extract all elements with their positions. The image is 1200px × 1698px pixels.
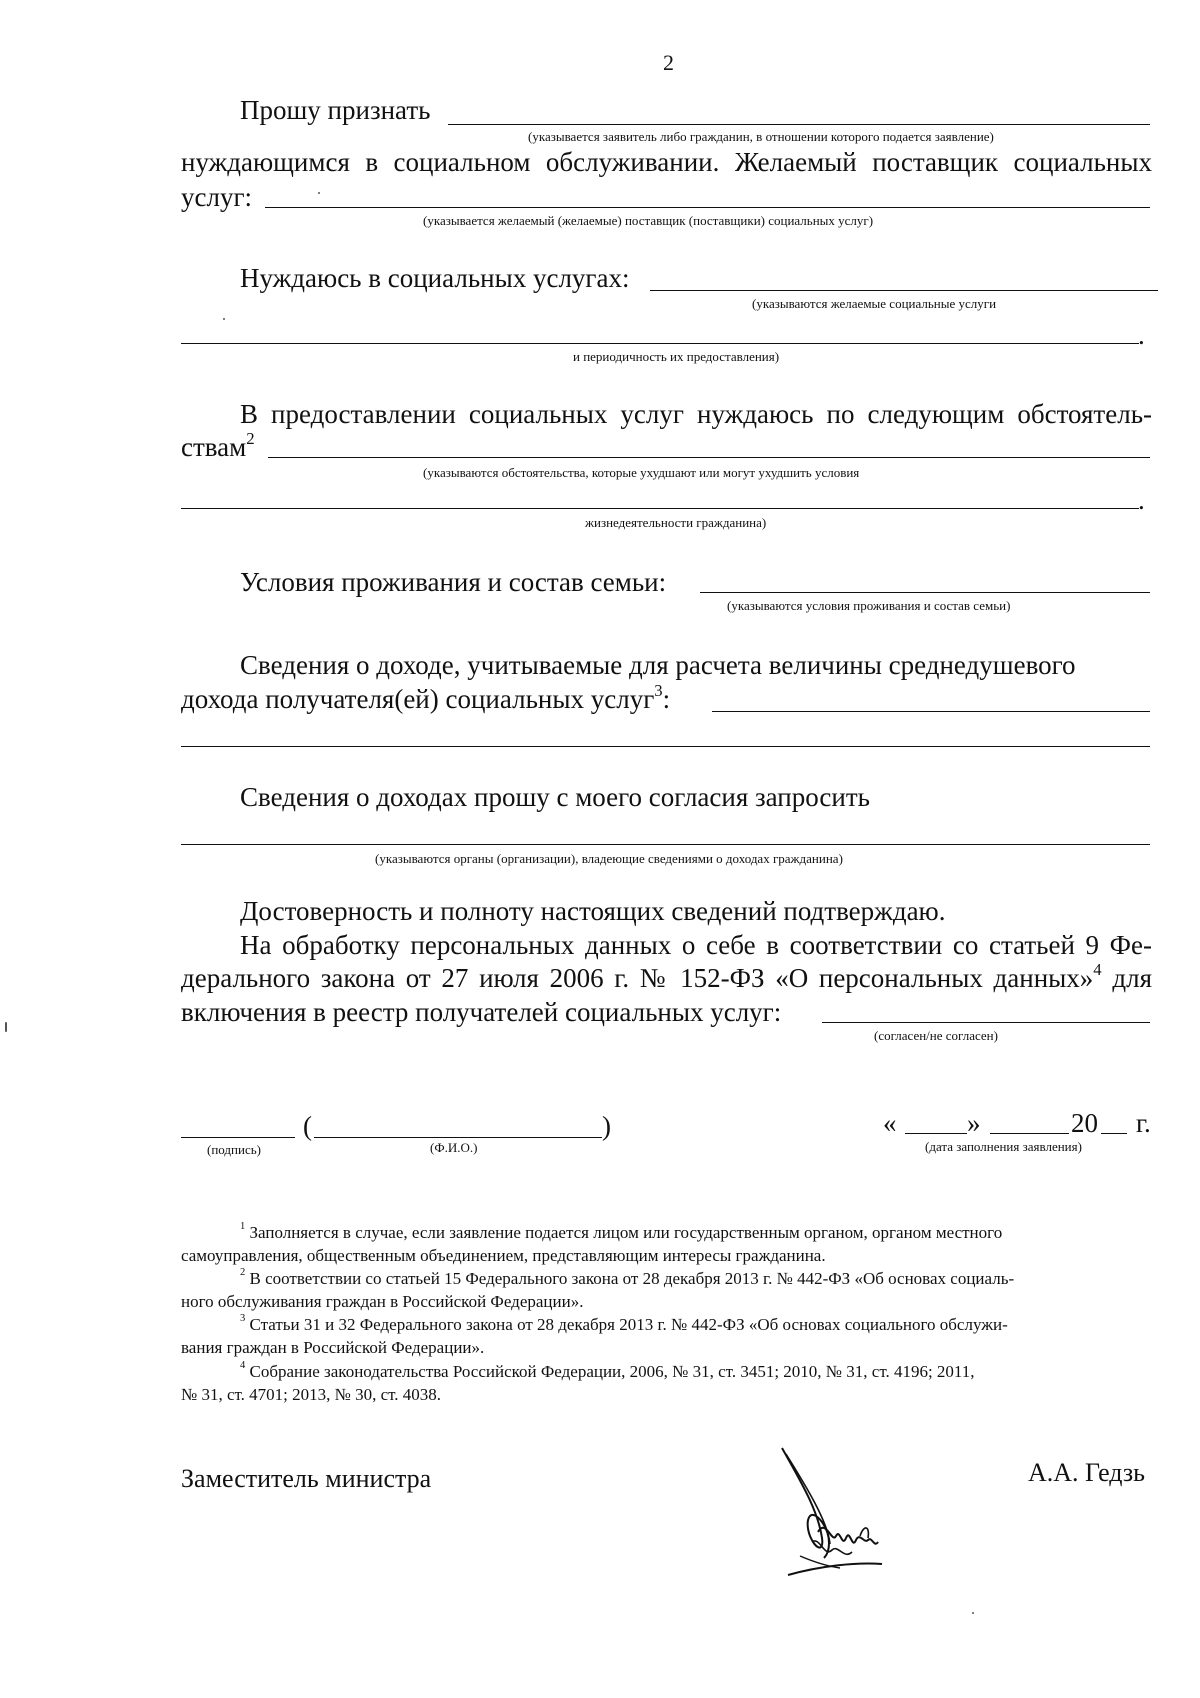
footnote-ref-3: 3 — [654, 681, 663, 700]
consent-line-4: включения в реестр получателей социальных услуг: — [181, 997, 782, 1027]
footnote-mark-4: 4 — [240, 1360, 246, 1372]
consent-line-2: На обработку персональных данных о себе в соответствии со статьей 9 Фе- — [240, 930, 1152, 960]
footnote-1: $^1$ Заполняется в случае, если заявление подается лицом или государственным органом, органом местного — [240, 1221, 1003, 1242]
circumstances-line-2: ствам$^2$ — [181, 429, 255, 462]
fio-open-paren: ( — [303, 1111, 312, 1141]
footnote-mark-3: 3 — [240, 1313, 246, 1325]
signature-hint: (подпись) — [207, 1142, 261, 1157]
services-period: . — [1138, 320, 1145, 350]
footnote-4-cont: № 31, ст. 4701; 2013, № 30, ст. 4038. — [181, 1385, 442, 1404]
date-hint: (дата заполнения заявления) — [925, 1139, 1082, 1154]
footnote-2-cont: ного обслуживания граждан в Российской Федерации». — [181, 1292, 584, 1311]
footnote-2: $^2$ В соответствии со статьей 15 Федерального закона от 28 декабря 2013 г. № 442-ФЗ «Об основах социаль- — [240, 1267, 1015, 1288]
signatory-name: А.А. Гедзь — [1028, 1458, 1145, 1487]
scan-speck — [5, 1022, 7, 1032]
living-hint: (указываются условия проживания и состав семьи) — [727, 598, 1011, 613]
consent-hint: (согласен/не согласен) — [874, 1028, 998, 1043]
signatory-title: Заместитель министра — [181, 1464, 432, 1493]
consent-field[interactable] — [822, 1022, 1150, 1023]
date-year-field[interactable] — [1101, 1133, 1127, 1134]
income-request-field[interactable] — [181, 844, 1150, 845]
circumstances-field-2[interactable] — [181, 508, 1139, 509]
services-label: Нуждаюсь в социальных услугах: — [240, 263, 630, 293]
scan-speck — [972, 1612, 974, 1614]
footnote-3: $^3$ Статьи 31 и 32 Федерального закона от 28 декабря 2013 г. № 442-ФЗ «Об основах социального обслужи- — [240, 1313, 1008, 1334]
date-month-field[interactable] — [990, 1133, 1069, 1134]
services-hint-2: и периодичность их предоставления) — [573, 349, 780, 364]
applicant-hint: (указывается заявитель либо гражданин, в отношении которого подается заявление) — [528, 129, 994, 144]
provider-field[interactable] — [265, 207, 1150, 208]
provider-label: услуг: — [181, 182, 253, 212]
handwritten-signature — [760, 1440, 900, 1610]
services-field-2[interactable] — [181, 343, 1139, 344]
footnote-mark-2: 2 — [240, 1267, 246, 1279]
income-line-2: дохода получателя(ей) социальных услуг$^3$: — [181, 681, 671, 714]
fio-field[interactable] — [314, 1137, 602, 1138]
services-hint-1: (указываются желаемые социальные услуги — [752, 296, 997, 311]
living-label: Условия проживания и состав семьи: — [240, 567, 667, 597]
income-request-line: Сведения о доходах прошу с моего согласия запросить — [240, 782, 870, 812]
date-year-suffix: г. — [1136, 1108, 1151, 1138]
services-field-1[interactable] — [650, 290, 1158, 291]
circumstances-line-1: В предоставлении социальных услуг нуждаюсь по следующим обстоятель- — [240, 399, 1152, 429]
signature-field[interactable] — [181, 1137, 295, 1138]
consent-line-3: дерального закона от 27 июля 2006 г. № 152-ФЗ «О персональных данных»$^4$ для — [181, 960, 1152, 993]
consent-line-1: Достоверность и полноту настоящих сведений подтверждаю. — [240, 896, 946, 926]
income-request-hint: (указываются органы (организации), владеющие сведениями о доходах гражданина) — [375, 851, 843, 866]
footnote-ref-4: 4 — [1093, 960, 1102, 979]
circumstances-period: . — [1138, 485, 1145, 515]
footnote-3-cont: вания граждан в Российской Федерации». — [181, 1338, 485, 1357]
provider-hint: (указывается желаемый (желаемые) поставщик (поставщики) социальных услуг) — [423, 213, 874, 228]
living-field[interactable] — [700, 592, 1150, 593]
income-line-1: Сведения о доходе, учитываемые для расчета величины среднедушевого — [240, 650, 1076, 680]
circumstances-hint-2: жизнедеятельности гражданина) — [585, 515, 767, 530]
circumstances-field-1[interactable] — [268, 457, 1150, 458]
date-year-prefix: 20 — [1071, 1108, 1098, 1138]
page-number: 2 — [663, 50, 674, 75]
footnote-mark-1: 1 — [240, 1221, 246, 1233]
date-day-field[interactable] — [905, 1133, 967, 1134]
scan-speck — [223, 318, 225, 320]
fio-hint: (Ф.И.О.) — [430, 1140, 478, 1155]
fio-close-paren: ) — [602, 1111, 611, 1141]
date-quote-open: « — [883, 1108, 897, 1138]
footnote-1-cont: самоуправления, общественным объединением, представляющим интересы гражданина. — [181, 1246, 826, 1265]
footnote-4: $^4$ Собрание законодательства Российской Федерации, 2006, № 31, ст. 3451; 2010, № 31, ст. 4196; 2011, — [240, 1360, 975, 1381]
income-field-2[interactable] — [181, 746, 1150, 747]
income-field-1[interactable] — [712, 711, 1150, 712]
scan-speck — [318, 192, 320, 194]
circumstances-hint-1: (указываются обстоятельства, которые ухудшают или могут ухудшить условия — [423, 465, 860, 480]
request-label: Прошу признать — [240, 95, 431, 125]
footnote-ref-2: 2 — [246, 429, 255, 448]
request-line-2: нуждающимся в социальном обслуживании. Желаемый поставщик социальных — [181, 147, 1152, 177]
applicant-field[interactable] — [448, 124, 1150, 125]
date-quote-close: » — [967, 1108, 981, 1138]
